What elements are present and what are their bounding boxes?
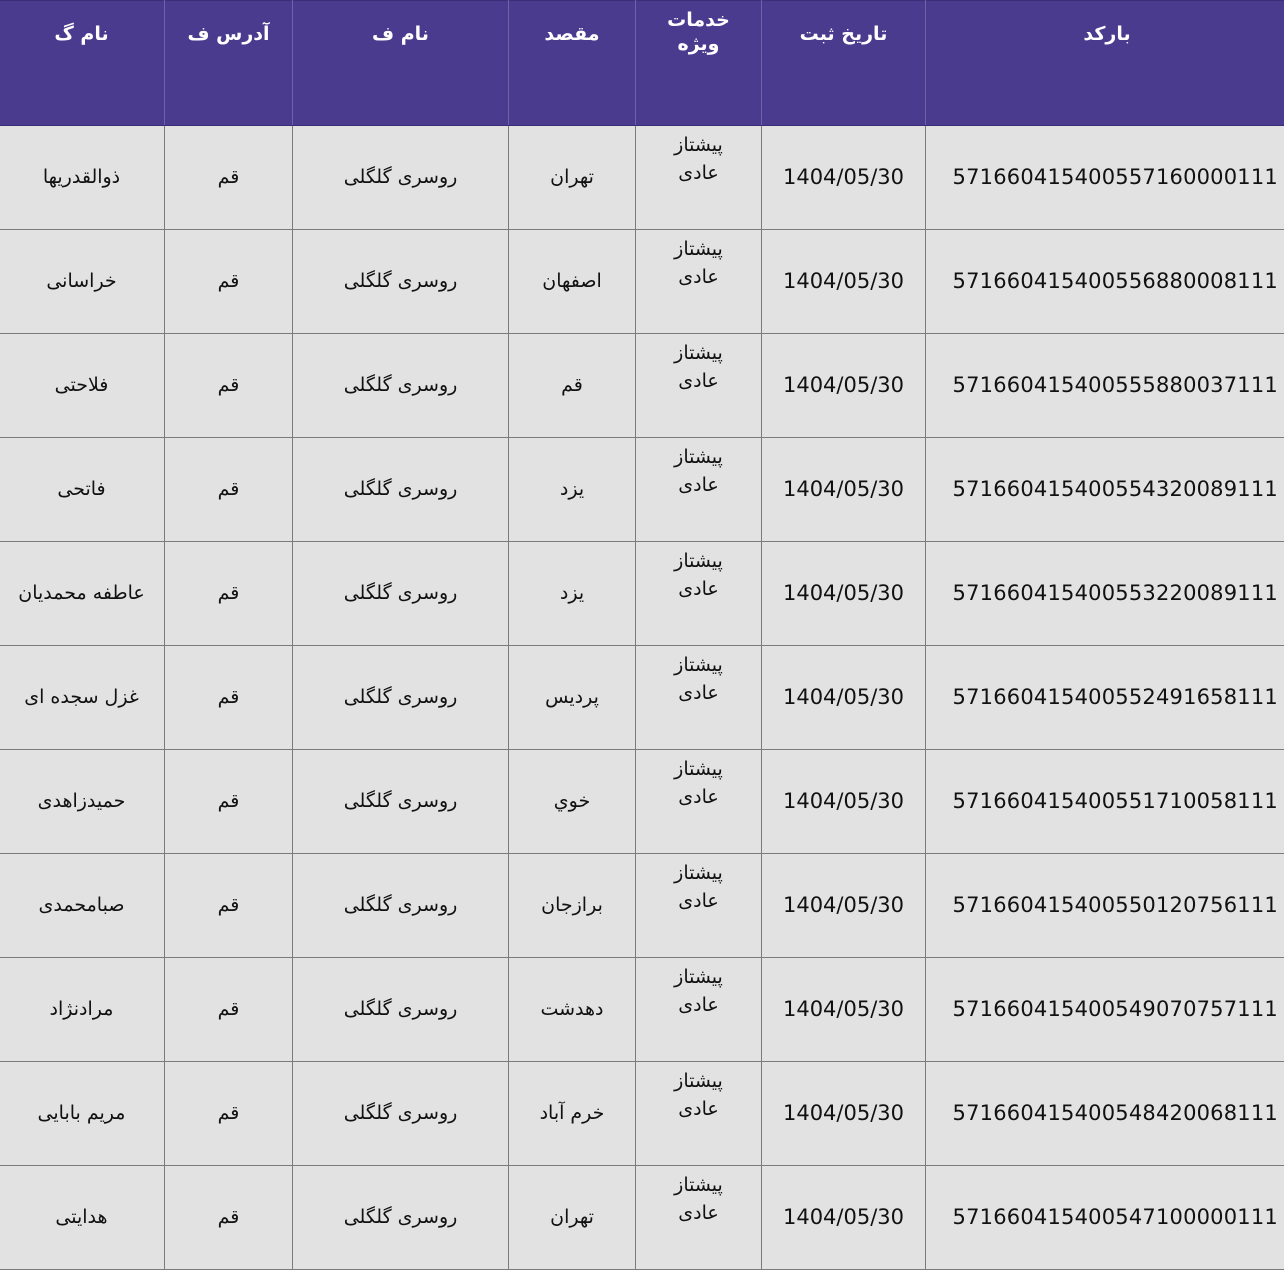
cell-date: 1404/05/30	[762, 750, 926, 854]
cell-barcode: 571660415400549070757111	[926, 958, 1284, 1062]
table-row	[0, 1062, 1284, 1166]
cell-name-f: روسری گلگلی	[293, 230, 509, 334]
header-date: تاریخ ثبت	[762, 1, 926, 126]
cell-service-line2: عادی	[642, 368, 755, 396]
cell-name-f: روسری گلگلی	[293, 126, 509, 230]
cell-name-g: خراسانی	[0, 230, 165, 334]
cell-name-f: روسری گلگلی	[293, 1166, 509, 1270]
cell-name-f: روسری گلگلی	[293, 1062, 509, 1166]
table-row	[0, 438, 1284, 542]
cell-address-f: قم	[165, 334, 293, 438]
table-row	[0, 646, 1284, 750]
table-row	[0, 1166, 1284, 1270]
cell-destination: خوي	[509, 750, 636, 854]
table-header	[0, 1, 1284, 126]
table-row	[0, 230, 1284, 334]
cell-service-line1: پیشتاز	[642, 444, 755, 472]
cell-barcode: 571660415400548420068111	[926, 1062, 1284, 1166]
cell-barcode: 571660415400550120756111	[926, 854, 1284, 958]
cell-name-g: مریم بابایی	[0, 1062, 165, 1166]
cell-service-line1: پیشتاز	[642, 756, 755, 784]
cell-name-g: عاطفه محمدیان	[0, 542, 165, 646]
table-row	[0, 750, 1284, 854]
header-name-f: نام ف	[293, 1, 509, 126]
cell-barcode: 571660415400552491658111	[926, 646, 1284, 750]
cell-service-line2: عادی	[642, 1096, 755, 1124]
cell-destination: پردیس	[509, 646, 636, 750]
cell-date: 1404/05/30	[762, 854, 926, 958]
cell-address-f: قم	[165, 230, 293, 334]
cell-date: 1404/05/30	[762, 542, 926, 646]
cell-name-f: روسری گلگلی	[293, 854, 509, 958]
cell-destination: برازجان	[509, 854, 636, 958]
table-row	[0, 334, 1284, 438]
cell-service	[636, 438, 762, 542]
cell-destination: یزد	[509, 438, 636, 542]
cell-service	[636, 1062, 762, 1166]
cell-service-line1: پیشتاز	[642, 548, 755, 576]
cell-address-f: قم	[165, 1062, 293, 1166]
cell-name-g: ذوالقدریها	[0, 126, 165, 230]
cell-service-line2: عادی	[642, 992, 755, 1020]
cell-address-f: قم	[165, 438, 293, 542]
cell-name-g: صبامحمدی	[0, 854, 165, 958]
table-row	[0, 542, 1284, 646]
cell-service-line2: عادی	[642, 264, 755, 292]
cell-service-line2: عادی	[642, 160, 755, 188]
cell-address-f: قم	[165, 1166, 293, 1270]
cell-barcode: 571660415400547100000111	[926, 1166, 1284, 1270]
table-body	[0, 126, 1284, 1270]
table-row	[0, 126, 1284, 230]
cell-name-f: روسری گلگلی	[293, 958, 509, 1062]
cell-barcode: 571660415400554320089111	[926, 438, 1284, 542]
cell-name-f: روسری گلگلی	[293, 646, 509, 750]
cell-service-line2: عادی	[642, 1200, 755, 1228]
cell-service	[636, 1166, 762, 1270]
cell-service-line2: عادی	[642, 472, 755, 500]
header-service-line1: خدمات	[642, 9, 755, 33]
cell-name-g: حمیدزاهدی	[0, 750, 165, 854]
cell-service-line1: پیشتاز	[642, 1068, 755, 1096]
cell-date: 1404/05/30	[762, 230, 926, 334]
cell-date: 1404/05/30	[762, 1166, 926, 1270]
cell-barcode: 571660415400557160000111	[926, 126, 1284, 230]
cell-address-f: قم	[165, 646, 293, 750]
cell-date: 1404/05/30	[762, 646, 926, 750]
cell-service-line1: پیشتاز	[642, 340, 755, 368]
cell-address-f: قم	[165, 126, 293, 230]
cell-address-f: قم	[165, 854, 293, 958]
cell-address-f: قم	[165, 958, 293, 1062]
cell-service-line1: پیشتاز	[642, 860, 755, 888]
cell-service-line1: پیشتاز	[642, 964, 755, 992]
header-destination: مقصد	[509, 1, 636, 126]
header-service-line2: ویژه	[642, 33, 755, 57]
cell-service	[636, 958, 762, 1062]
header-row	[0, 1, 1284, 126]
cell-date: 1404/05/30	[762, 958, 926, 1062]
cell-service	[636, 542, 762, 646]
header-barcode: بارکد	[926, 1, 1284, 126]
cell-address-f: قم	[165, 750, 293, 854]
cell-destination: خرم آباد	[509, 1062, 636, 1166]
cell-address-f: قم	[165, 542, 293, 646]
cell-service-line2: عادی	[642, 888, 755, 916]
cell-date: 1404/05/30	[762, 1062, 926, 1166]
cell-service-line2: عادی	[642, 576, 755, 604]
cell-date: 1404/05/30	[762, 334, 926, 438]
cell-barcode: 571660415400553220089111	[926, 542, 1284, 646]
cell-name-f: روسری گلگلی	[293, 542, 509, 646]
cell-destination: تهران	[509, 126, 636, 230]
cell-barcode: 571660415400556880008111	[926, 230, 1284, 334]
cell-name-g: فاتحی	[0, 438, 165, 542]
cell-date: 1404/05/30	[762, 438, 926, 542]
cell-name-g: مرادنژاد	[0, 958, 165, 1062]
cell-destination: اصفهان	[509, 230, 636, 334]
cell-service-line1: پیشتاز	[642, 132, 755, 160]
cell-service-line2: عادی	[642, 680, 755, 708]
header-name-g: نام گ	[0, 1, 165, 126]
cell-service	[636, 854, 762, 958]
cell-destination: قم	[509, 334, 636, 438]
cell-service-line1: پیشتاز	[642, 652, 755, 680]
cell-service	[636, 126, 762, 230]
cell-service	[636, 750, 762, 854]
cell-date: 1404/05/30	[762, 126, 926, 230]
cell-service	[636, 230, 762, 334]
cell-service-line1: پیشتاز	[642, 236, 755, 264]
cell-name-g: غزل سجده ای	[0, 646, 165, 750]
cell-service-line2: عادی	[642, 784, 755, 812]
cell-barcode: 571660415400555880037111	[926, 334, 1284, 438]
cell-destination: تهران	[509, 1166, 636, 1270]
cell-name-f: روسری گلگلی	[293, 438, 509, 542]
cell-service	[636, 646, 762, 750]
cell-service	[636, 334, 762, 438]
table-row	[0, 854, 1284, 958]
cell-destination: یزد	[509, 542, 636, 646]
cell-name-f: روسری گلگلی	[293, 334, 509, 438]
cell-destination: دهدشت	[509, 958, 636, 1062]
cell-name-g: هدایتی	[0, 1166, 165, 1270]
header-address-f: آدرس ف	[165, 1, 293, 126]
cell-service-line1: پیشتاز	[642, 1172, 755, 1200]
table-row	[0, 958, 1284, 1062]
cell-name-f: روسری گلگلی	[293, 750, 509, 854]
cell-barcode: 571660415400551710058111	[926, 750, 1284, 854]
cell-name-g: فلاحتی	[0, 334, 165, 438]
header-service	[636, 1, 762, 126]
